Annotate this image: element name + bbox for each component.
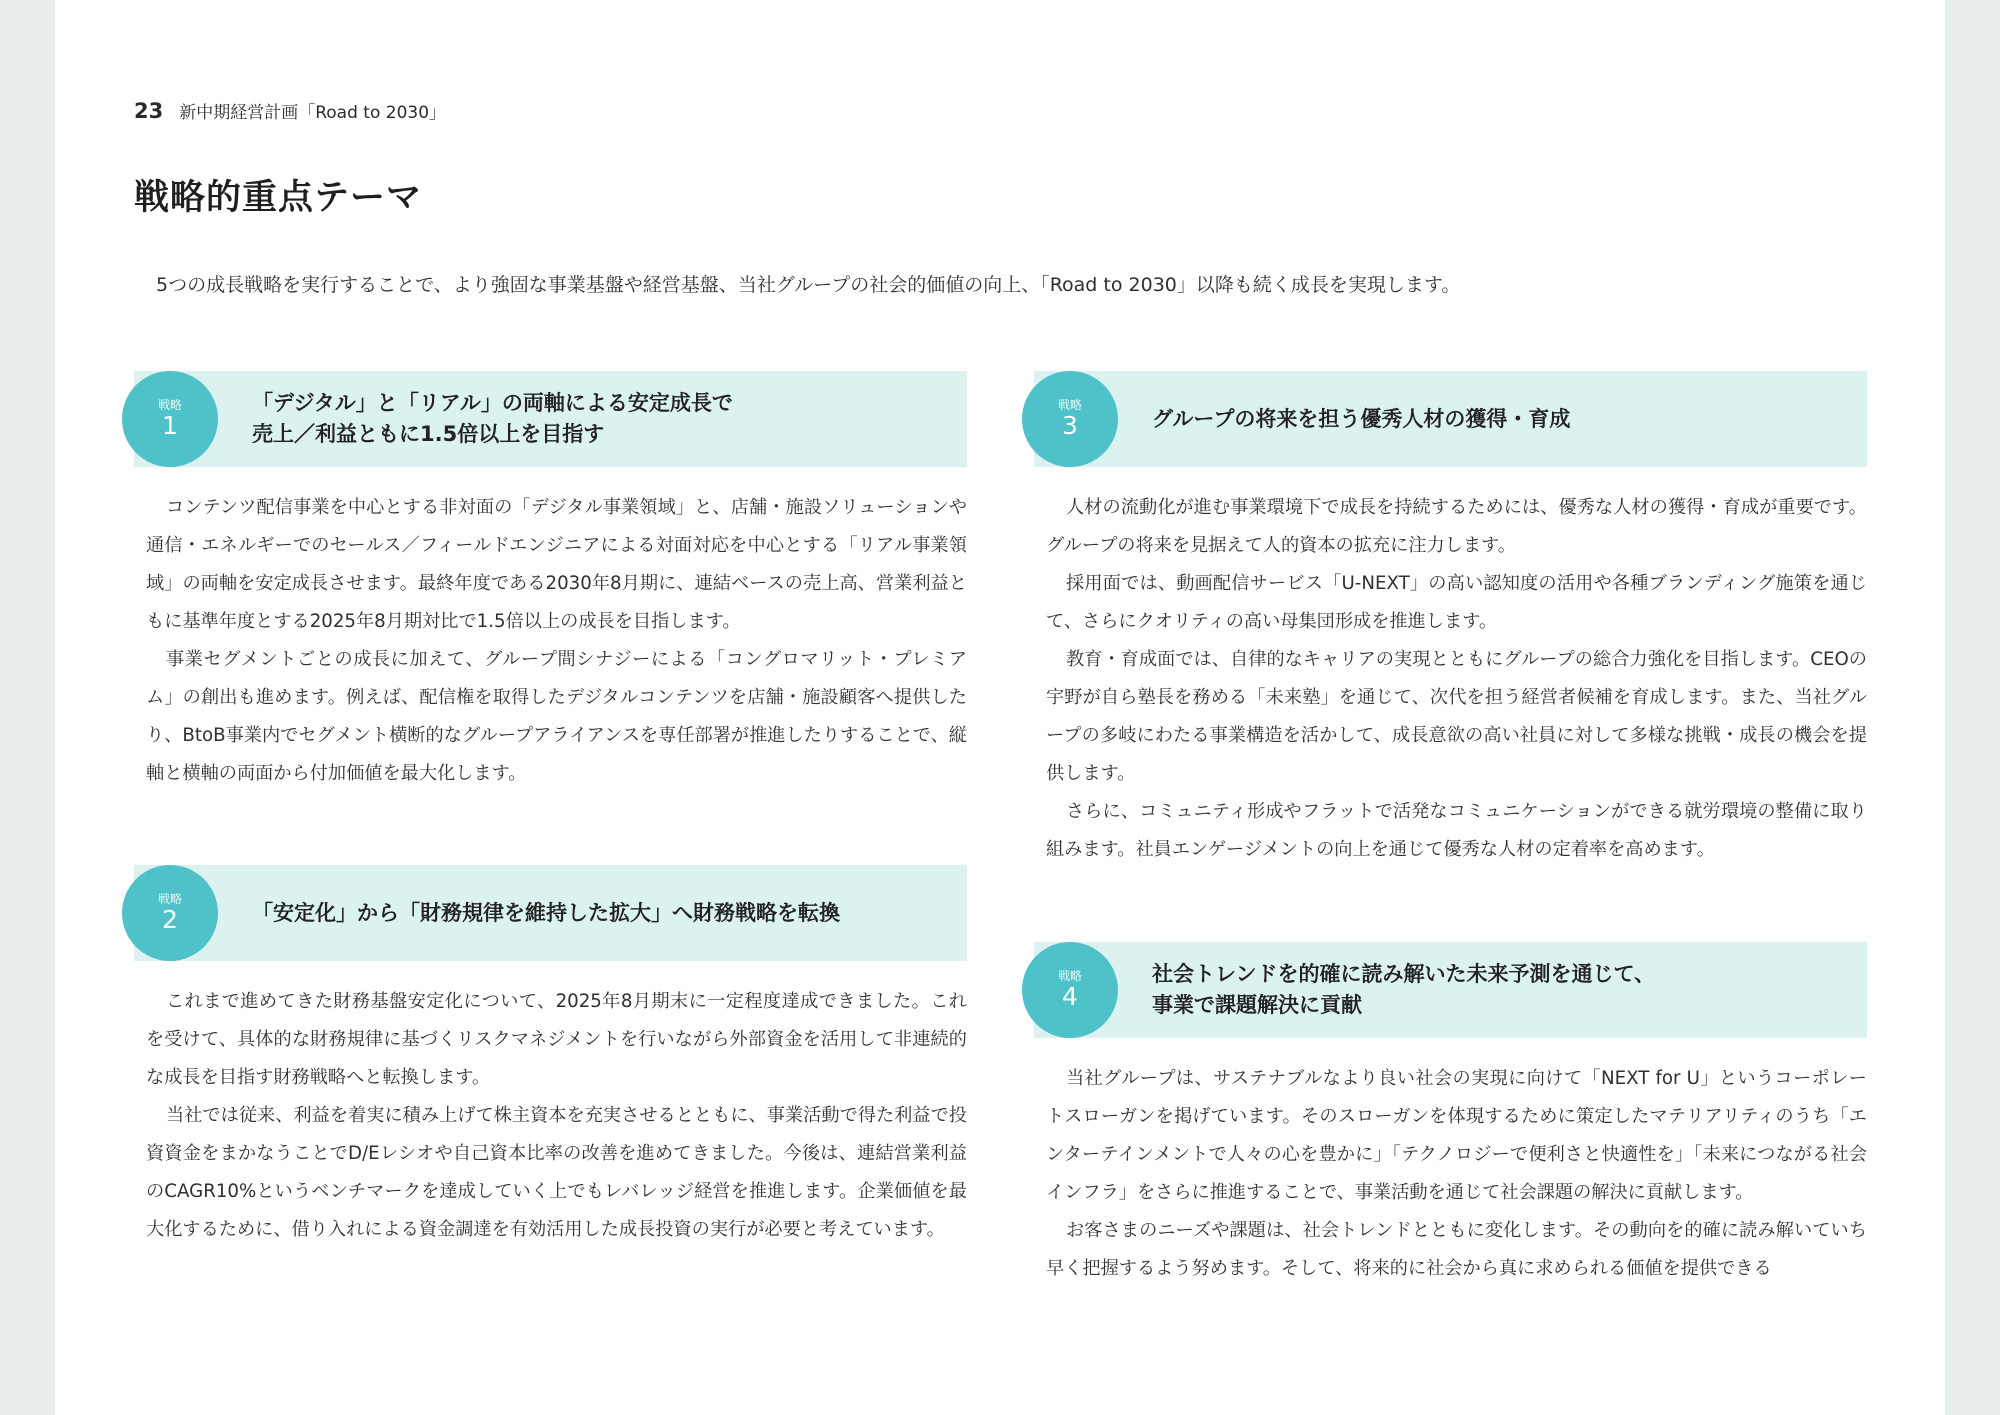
page-header xyxy=(134,98,446,123)
badge-label: 戦略 xyxy=(157,398,182,412)
strategy-title-line: 売上／利益ともに1.5倍以上を目指す xyxy=(252,422,605,446)
body-paragraph: コンテンツ配信事業を中心とする非対面の「デジタル事業領域」と、店舗・施設ソリューションや通信・エネルギーでのセールス／フィールドエンジニアによる対面対応を中心とする「リアル事業領域」の両軸を安定成長させます。最終年度である2030年8月期に、連結ベースの売上高、営業利益ともに基準年度とする2025年8月期対比で1.5倍以上の成長を目指します。 xyxy=(146,497,967,632)
intro-text: 5つの成長戦略を実行することで、より強固な事業基盤や経営基盤、当社グループの社会的価値の向上、「Road to 2030」以降も続く成長を実現します。 xyxy=(156,274,1461,296)
body-paragraph: 当社では従来、利益を着実に積み上げて株主資本を充実させるとともに、事業活動で得た利益で投資資金をまかなうことでD/Eレシオや自己資本比率の改善を進めてきました。今後は、連結営業利益のCAGR10%というベンチマークを達成していく上でもレバレッジ経営を推進します。企業価値を最大化するために、借り入れによる資金調達を有効活用した成長投資の実行が必要と考えています。 xyxy=(146,1105,967,1240)
badge-number: 2 xyxy=(162,905,178,934)
strategy-section-1 xyxy=(122,371,967,793)
strategy-title-line: 「安定化」から「財務規律を維持した拡大」へ財務戦略を転換 xyxy=(252,900,840,925)
strategy-title xyxy=(1152,959,1655,1021)
strategy-section-2 xyxy=(122,865,967,1249)
strategy-header xyxy=(134,865,967,961)
report-page xyxy=(55,0,1945,1415)
body-paragraph: 事業セグメントごとの成長に加えて、グループ間シナジーによる「コングロマリット・プレミアム」の創出も進めます。例えば、配信権を取得したデジタルコンテンツを店舗・施設顧客へ提供したり、BtoB事業内でセグメント横断的なグループアライアンスを専任部署が推進したりすることで、縦軸と横軸の両面から付加価値を最大化します。 xyxy=(146,649,967,784)
body-paragraph: さらに、コミュニティ形成やフラットで活発なコミュニケーションができる就労環境の整備に取り組みます。社員エンゲージメントの向上を通じて優秀な人材の定着率を高めます。 xyxy=(1046,801,1867,860)
body-paragraph: 当社グループは、サステナブルなより良い社会の実現に向けて「NEXT for U」というコーポレートスローガンを掲げています。そのスローガンを体現するために策定したマテリアリティのうち「エンターテインメントで人々の心を豊かに」「テクノロジーで便利さと快適性を」「未来につながる社会インフラ」をさらに推進することで、事業活動を通じて社会課題の解決に貢献します。 xyxy=(1046,1068,1867,1203)
page-title: 戦略的重点テーマ xyxy=(134,178,423,218)
body-paragraph: 人材の流動化が進む事業環境下で成長を持続するためには、優秀な人材の獲得・育成が重要です。グループの将来を見据えて人的資本の拡充に注力します。 xyxy=(1046,497,1867,556)
strategy-body xyxy=(1022,1060,1867,1288)
body-paragraph: 教育・育成面では、自律的なキャリアの実現とともにグループの総合力強化を目指します。CEOの宇野が自ら塾長を務める「未来塾」を通じて、次代を担う経営者候補を育成します。また、当社グループの多岐にわたる事業構造を活かして、成長意欲の高い社員に対して多様な挑戦・成長の機会を提供します。 xyxy=(1046,649,1867,784)
badge-number: 4 xyxy=(1062,982,1078,1011)
badge-number: 1 xyxy=(162,411,178,440)
strategy-badge xyxy=(122,865,218,961)
body-paragraph: お客さまのニーズや課題は、社会トレンドとともに変化します。その動向を的確に読み解いていち早く把握するよう努めます。そして、将来的に社会から真に求められる価値を提供できる xyxy=(1046,1220,1867,1279)
body-paragraph: 採用面では、動画配信サービス「U-NEXT」の高い認知度の活用や各種ブランディング施策を通じて、さらにクオリティの高い母集団形成を推進します。 xyxy=(1046,573,1867,632)
strategy-title xyxy=(1152,404,1570,435)
badge-number: 3 xyxy=(1062,411,1078,440)
strategy-title-line: 「デジタル」と「リアル」の両軸による安定成長で xyxy=(252,391,733,415)
strategy-badge xyxy=(1022,371,1118,467)
body-paragraph: これまで進めてきた財務基盤安定化について、2025年8月期末に一定程度達成できました。これを受けて、具体的な財務規律に基づくリスクマネジメントを行いながら外部資金を活用して非連続的な成長を目指す財務戦略へと転換します。 xyxy=(146,991,967,1088)
strategy-body xyxy=(122,489,967,793)
page-number: 23 xyxy=(134,99,164,123)
strategy-title-line: グループの将来を担う優秀人材の獲得・育成 xyxy=(1152,406,1571,431)
badge-label: 戦略 xyxy=(157,892,182,906)
strategy-badge xyxy=(1022,942,1118,1038)
strategy-title-line: 社会トレンドを的確に読み解いた未来予測を通じて、 xyxy=(1152,962,1656,986)
strategy-section-3 xyxy=(1022,371,1867,869)
strategy-header xyxy=(1034,371,1867,467)
document-title: 新中期経営計画「Road to 2030」 xyxy=(179,103,447,123)
strategy-body xyxy=(1022,489,1867,869)
strategy-title xyxy=(252,388,733,450)
strategy-badge xyxy=(122,371,218,467)
badge-label: 戦略 xyxy=(1057,969,1082,983)
strategy-title xyxy=(252,898,840,929)
badge-label: 戦略 xyxy=(1057,398,1082,412)
strategy-title-line: 事業で課題解決に貢献 xyxy=(1152,993,1362,1017)
strategy-section-4 xyxy=(1022,942,1867,1288)
strategy-body xyxy=(122,983,967,1249)
strategy-header xyxy=(1034,942,1867,1038)
strategy-header xyxy=(134,371,967,467)
